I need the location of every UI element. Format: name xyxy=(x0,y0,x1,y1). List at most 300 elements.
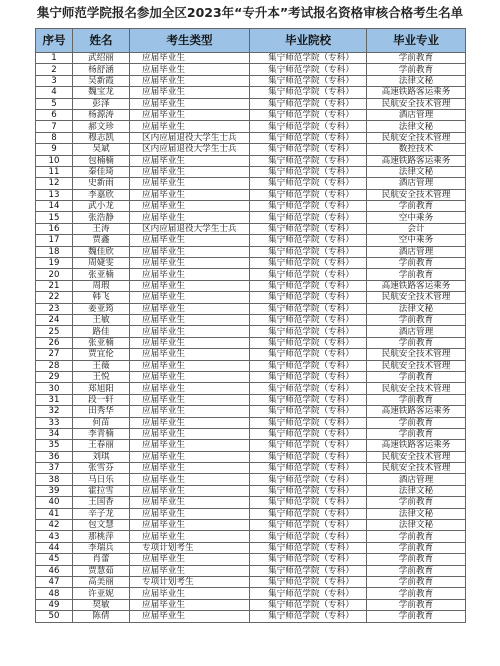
cell-name: 周瑕 xyxy=(73,280,130,291)
cell-number: 15 xyxy=(36,212,73,223)
table-row xyxy=(36,349,466,360)
cell-name: 贾慧茹 xyxy=(73,565,130,576)
cell-major: 学前教育 xyxy=(367,201,466,212)
cell-number: 28 xyxy=(36,360,73,371)
cell-major: 高速铁路客运乘务 xyxy=(367,280,466,291)
table-row xyxy=(36,75,466,86)
cell-number: 9 xyxy=(36,144,73,155)
cell-major: 数控技术 xyxy=(367,144,466,155)
cell-school: 集宁师范学院（专科） xyxy=(250,98,367,109)
cell-school: 集宁师范学院（专科） xyxy=(250,451,367,462)
cell-major: 酒店管理 xyxy=(367,109,466,120)
cell-candidate-type: 区内应届退役大学生士兵 xyxy=(130,223,250,234)
cell-candidate-type: 应届毕业生 xyxy=(130,121,250,132)
table-row xyxy=(36,371,466,382)
cell-school: 集宁师范学院（专科） xyxy=(250,223,367,234)
cell-candidate-type: 应届毕业生 xyxy=(130,109,250,120)
cell-school: 集宁师范学院（专科） xyxy=(250,178,367,189)
cell-major: 学前教育 xyxy=(367,542,466,553)
document-title: 集宁师范学院报名参加全区2023年“专升本”考试报名资格审核合格考生名单 xyxy=(36,5,464,20)
cell-candidate-type: 应届毕业生 xyxy=(130,394,250,405)
cell-school: 集宁师范学院（专科） xyxy=(250,417,367,428)
cell-major: 民航安全技术管理 xyxy=(367,451,466,462)
cell-name: 王悦 xyxy=(73,371,130,382)
cell-candidate-type: 应届毕业生 xyxy=(130,155,250,166)
cell-number: 22 xyxy=(36,292,73,303)
cell-major: 法律文秘 xyxy=(367,303,466,314)
cell-name: 魏宝龙 xyxy=(73,87,130,98)
cell-major: 法律文秘 xyxy=(367,520,466,531)
cell-major: 民航安全技术管理 xyxy=(367,463,466,474)
cell-school: 集宁师范学院（专科） xyxy=(250,463,367,474)
table-row xyxy=(36,508,466,519)
table-row xyxy=(36,360,466,371)
cell-number: 27 xyxy=(36,349,73,360)
cell-number: 38 xyxy=(36,474,73,485)
cell-name: 武小龙 xyxy=(73,201,130,212)
cell-school: 集宁师范学院（专科） xyxy=(250,144,367,155)
table-row xyxy=(36,155,466,166)
cell-number: 44 xyxy=(36,542,73,553)
cell-school: 集宁师范学院（专科） xyxy=(250,235,367,246)
cell-number: 3 xyxy=(36,75,73,86)
cell-number: 7 xyxy=(36,121,73,132)
cell-major: 学前教育 xyxy=(367,53,466,64)
cell-number: 17 xyxy=(36,235,73,246)
cell-name: 秦佳琦 xyxy=(73,166,130,177)
cell-major: 民航安全技术管理 xyxy=(367,360,466,371)
cell-name: 姜亚筠 xyxy=(73,303,130,314)
cell-candidate-type: 应届毕业生 xyxy=(130,87,250,98)
cell-major: 民航安全技术管理 xyxy=(367,189,466,200)
cell-school: 集宁师范学院（专科） xyxy=(250,440,367,451)
cell-candidate-type: 应届毕业生 xyxy=(130,75,250,86)
cell-major: 法律文秘 xyxy=(367,508,466,519)
cell-school: 集宁师范学院（专科） xyxy=(250,337,367,348)
cell-number: 47 xyxy=(36,576,73,587)
cell-candidate-type: 应届毕业生 xyxy=(130,406,250,417)
cell-major: 民航安全技术管理 xyxy=(367,98,466,109)
cell-major: 法律文秘 xyxy=(367,121,466,132)
cell-candidate-type: 应届毕业生 xyxy=(130,303,250,314)
cell-candidate-type: 应届毕业生 xyxy=(130,201,250,212)
cell-candidate-type: 应届毕业生 xyxy=(130,53,250,64)
cell-major: 学前教育 xyxy=(367,258,466,269)
cell-major: 高速铁路客运乘务 xyxy=(367,87,466,98)
cell-school: 集宁师范学院（专科） xyxy=(250,349,367,360)
cell-school: 集宁师范学院（专科） xyxy=(250,64,367,75)
table-row xyxy=(36,451,466,462)
table-row xyxy=(36,258,466,269)
header-school: 毕业院校 xyxy=(250,29,367,53)
table-row xyxy=(36,235,466,246)
cell-number: 1 xyxy=(36,53,73,64)
cell-number: 26 xyxy=(36,337,73,348)
cell-number: 46 xyxy=(36,565,73,576)
cell-number: 42 xyxy=(36,520,73,531)
table-row xyxy=(36,292,466,303)
cell-school: 集宁师范学院（专科） xyxy=(250,109,367,120)
cell-candidate-type: 应届毕业生 xyxy=(130,314,250,325)
table-row xyxy=(36,144,466,155)
table-row xyxy=(36,326,466,337)
table-row xyxy=(36,463,466,474)
cell-number: 31 xyxy=(36,394,73,405)
cell-school: 集宁师范学院（专科） xyxy=(250,611,367,622)
cell-name: 契敏 xyxy=(73,599,130,610)
cell-major: 民航安全技术管理 xyxy=(367,349,466,360)
cell-name: 韩飞 xyxy=(73,292,130,303)
cell-candidate-type: 应届毕业生 xyxy=(130,508,250,519)
cell-number: 24 xyxy=(36,314,73,325)
cell-major: 学前教育 xyxy=(367,599,466,610)
cell-school: 集宁师范学院（专科） xyxy=(250,508,367,519)
cell-candidate-type: 应届毕业生 xyxy=(130,292,250,303)
cell-major: 法律文秘 xyxy=(367,75,466,86)
cell-number: 37 xyxy=(36,463,73,474)
cell-candidate-type: 应届毕业生 xyxy=(130,189,250,200)
cell-candidate-type: 应届毕业生 xyxy=(130,588,250,599)
cell-candidate-type: 区内应届退役大学生士兵 xyxy=(130,132,250,143)
cell-number: 35 xyxy=(36,440,73,451)
table-row xyxy=(36,269,466,280)
cell-number: 13 xyxy=(36,189,73,200)
cell-name: 穆志凯 xyxy=(73,132,130,143)
cell-number: 4 xyxy=(36,87,73,98)
table-row xyxy=(36,599,466,610)
cell-school: 集宁师范学院（专科） xyxy=(250,314,367,325)
cell-major: 高速铁路客运乘务 xyxy=(367,440,466,451)
cell-name: 周婕雯 xyxy=(73,258,130,269)
cell-school: 集宁师范学院（专科） xyxy=(250,212,367,223)
cell-name: 王春丽 xyxy=(73,440,130,451)
cell-number: 40 xyxy=(36,497,73,508)
table-row xyxy=(36,565,466,576)
cell-number: 16 xyxy=(36,223,73,234)
cell-number: 19 xyxy=(36,258,73,269)
cell-school: 集宁师范学院（专科） xyxy=(250,155,367,166)
table-row xyxy=(36,87,466,98)
cell-school: 集宁师范学院（专科） xyxy=(250,246,367,257)
cell-school: 集宁师范学院（专科） xyxy=(250,87,367,98)
cell-candidate-type: 应届毕业生 xyxy=(130,269,250,280)
cell-major: 会计 xyxy=(367,223,466,234)
cell-number: 2 xyxy=(36,64,73,75)
cell-candidate-type: 应届毕业生 xyxy=(130,212,250,223)
cell-major: 学前教育 xyxy=(367,565,466,576)
cell-candidate-type: 应届毕业生 xyxy=(130,599,250,610)
cell-number: 49 xyxy=(36,599,73,610)
cell-name: 田秀华 xyxy=(73,406,130,417)
cell-name: 贾鑫 xyxy=(73,235,130,246)
cell-candidate-type: 应届毕业生 xyxy=(130,565,250,576)
candidate-table xyxy=(35,28,466,623)
header-name: 姓名 xyxy=(73,29,130,53)
cell-candidate-type: 应届毕业生 xyxy=(130,178,250,189)
cell-candidate-type: 应届毕业生 xyxy=(130,258,250,269)
cell-major: 学前教育 xyxy=(367,64,466,75)
cell-name: 杨舒涵 xyxy=(73,64,130,75)
cell-candidate-type: 应届毕业生 xyxy=(130,280,250,291)
cell-school: 集宁师范学院（专科） xyxy=(250,326,367,337)
table-row xyxy=(36,417,466,428)
cell-name: 王涛 xyxy=(73,223,130,234)
cell-number: 8 xyxy=(36,132,73,143)
cell-name: 李嘉欣 xyxy=(73,189,130,200)
cell-school: 集宁师范学院（专科） xyxy=(250,280,367,291)
cell-name: 吴新霞 xyxy=(73,75,130,86)
cell-number: 29 xyxy=(36,371,73,382)
cell-candidate-type: 应届毕业生 xyxy=(130,485,250,496)
cell-school: 集宁师范学院（专科） xyxy=(250,269,367,280)
table-header-row xyxy=(36,29,466,53)
cell-major: 学前教育 xyxy=(367,314,466,325)
cell-school: 集宁师范学院（专科） xyxy=(250,201,367,212)
cell-name: 刘琪 xyxy=(73,451,130,462)
cell-school: 集宁师范学院（专科） xyxy=(250,394,367,405)
table-row xyxy=(36,64,466,75)
cell-name: 马日乐 xyxy=(73,474,130,485)
cell-school: 集宁师范学院（专科） xyxy=(250,588,367,599)
cell-number: 10 xyxy=(36,155,73,166)
cell-name: 张亚楠 xyxy=(73,337,130,348)
cell-number: 12 xyxy=(36,178,73,189)
table-row xyxy=(36,542,466,553)
cell-candidate-type: 应届毕业生 xyxy=(130,611,250,622)
cell-name: 张雪芬 xyxy=(73,463,130,474)
cell-candidate-type: 应届毕业生 xyxy=(130,235,250,246)
table-row xyxy=(36,406,466,417)
cell-candidate-type: 应届毕业生 xyxy=(130,520,250,531)
cell-major: 空中乘务 xyxy=(367,235,466,246)
cell-name: 许亚妮 xyxy=(73,588,130,599)
cell-candidate-type: 应届毕业生 xyxy=(130,440,250,451)
cell-number: 34 xyxy=(36,428,73,439)
cell-name: 武绍丽 xyxy=(73,53,130,64)
cell-school: 集宁师范学院（专科） xyxy=(250,121,367,132)
cell-name: 李青楠 xyxy=(73,428,130,439)
cell-school: 集宁师范学院（专科） xyxy=(250,166,367,177)
table-row xyxy=(36,611,466,622)
cell-name: 王敏 xyxy=(73,314,130,325)
table-row xyxy=(36,109,466,120)
cell-school: 集宁师范学院（专科） xyxy=(250,258,367,269)
cell-school: 集宁师范学院（专科） xyxy=(250,542,367,553)
cell-number: 18 xyxy=(36,246,73,257)
cell-candidate-type: 应届毕业生 xyxy=(130,531,250,542)
table-row xyxy=(36,383,466,394)
cell-candidate-type: 应届毕业生 xyxy=(130,326,250,337)
cell-number: 6 xyxy=(36,109,73,120)
table-row xyxy=(36,53,466,64)
table-row xyxy=(36,474,466,485)
cell-number: 43 xyxy=(36,531,73,542)
cell-major: 民航安全技术管理 xyxy=(367,132,466,143)
table-row xyxy=(36,588,466,599)
cell-major: 空中乘务 xyxy=(367,212,466,223)
cell-school: 集宁师范学院（专科） xyxy=(250,428,367,439)
cell-name: 高美丽 xyxy=(73,576,130,587)
cell-major: 酒店管理 xyxy=(367,474,466,485)
cell-name: 王国香 xyxy=(73,497,130,508)
cell-candidate-type: 专项计划考生 xyxy=(130,576,250,587)
cell-major: 法律文秘 xyxy=(367,166,466,177)
table-row xyxy=(36,223,466,234)
cell-candidate-type: 专项计划考生 xyxy=(130,542,250,553)
cell-candidate-type: 应届毕业生 xyxy=(130,360,250,371)
cell-major: 学前教育 xyxy=(367,417,466,428)
cell-number: 21 xyxy=(36,280,73,291)
cell-school: 集宁师范学院（专科） xyxy=(250,576,367,587)
table-row xyxy=(36,178,466,189)
cell-candidate-type: 应届毕业生 xyxy=(130,474,250,485)
cell-name: 何苗 xyxy=(73,417,130,428)
cell-name: 王薇 xyxy=(73,360,130,371)
table-row xyxy=(36,440,466,451)
cell-name: 包楠楠 xyxy=(73,155,130,166)
cell-candidate-type: 应届毕业生 xyxy=(130,166,250,177)
cell-major: 学前教育 xyxy=(367,554,466,565)
cell-major: 学前教育 xyxy=(367,337,466,348)
header-major: 毕业专业 xyxy=(367,29,466,53)
cell-school: 集宁师范学院（专科） xyxy=(250,53,367,64)
table-row xyxy=(36,246,466,257)
cell-major: 学前教育 xyxy=(367,611,466,622)
cell-name: 段一轩 xyxy=(73,394,130,405)
cell-school: 集宁师范学院（专科） xyxy=(250,520,367,531)
cell-major: 学前教育 xyxy=(367,588,466,599)
cell-name: 路佳 xyxy=(73,326,130,337)
cell-name: 辛子龙 xyxy=(73,508,130,519)
cell-candidate-type: 应届毕业生 xyxy=(130,349,250,360)
cell-school: 集宁师范学院（专科） xyxy=(250,292,367,303)
cell-number: 45 xyxy=(36,554,73,565)
cell-number: 5 xyxy=(36,98,73,109)
cell-name: 李瑞兵 xyxy=(73,542,130,553)
cell-number: 32 xyxy=(36,406,73,417)
cell-number: 30 xyxy=(36,383,73,394)
table-row xyxy=(36,497,466,508)
cell-school: 集宁师范学院（专科） xyxy=(250,75,367,86)
table-row xyxy=(36,303,466,314)
cell-candidate-type: 应届毕业生 xyxy=(130,246,250,257)
cell-name: 肖蕾 xyxy=(73,554,130,565)
cell-school: 集宁师范学院（专科） xyxy=(250,554,367,565)
cell-school: 集宁师范学院（专科） xyxy=(250,497,367,508)
header-number: 序号 xyxy=(36,29,73,53)
cell-school: 集宁师范学院（专科） xyxy=(250,360,367,371)
cell-candidate-type: 应届毕业生 xyxy=(130,383,250,394)
cell-major: 酒店管理 xyxy=(367,326,466,337)
cell-candidate-type: 应届毕业生 xyxy=(130,98,250,109)
cell-candidate-type: 应届毕业生 xyxy=(130,371,250,382)
table-row xyxy=(36,121,466,132)
cell-name: 彭泽 xyxy=(73,98,130,109)
cell-school: 集宁师范学院（专科） xyxy=(250,406,367,417)
cell-name: 那桃萍 xyxy=(73,531,130,542)
cell-major: 学前教育 xyxy=(367,576,466,587)
cell-major: 酒店管理 xyxy=(367,178,466,189)
cell-major: 学前教育 xyxy=(367,497,466,508)
cell-candidate-type: 应届毕业生 xyxy=(130,337,250,348)
cell-school: 集宁师范学院（专科） xyxy=(250,383,367,394)
table-row xyxy=(36,337,466,348)
cell-number: 50 xyxy=(36,611,73,622)
cell-school: 集宁师范学院（专科） xyxy=(250,565,367,576)
cell-school: 集宁师范学院（专科） xyxy=(250,132,367,143)
cell-major: 法律文秘 xyxy=(367,485,466,496)
cell-candidate-type: 应届毕业生 xyxy=(130,554,250,565)
table-row xyxy=(36,428,466,439)
table-body xyxy=(36,53,466,623)
cell-major: 学前教育 xyxy=(367,269,466,280)
cell-candidate-type: 应届毕业生 xyxy=(130,463,250,474)
cell-number: 48 xyxy=(36,588,73,599)
table-row xyxy=(36,394,466,405)
cell-number: 33 xyxy=(36,417,73,428)
cell-number: 39 xyxy=(36,485,73,496)
cell-candidate-type: 应届毕业生 xyxy=(130,497,250,508)
cell-number: 25 xyxy=(36,326,73,337)
cell-candidate-type: 应届毕业生 xyxy=(130,451,250,462)
cell-number: 20 xyxy=(36,269,73,280)
cell-school: 集宁师范学院（专科） xyxy=(250,474,367,485)
table-row xyxy=(36,576,466,587)
cell-school: 集宁师范学院（专科） xyxy=(250,599,367,610)
table-row xyxy=(36,166,466,177)
cell-school: 集宁师范学院（专科） xyxy=(250,303,367,314)
cell-number: 23 xyxy=(36,303,73,314)
cell-major: 学前教育 xyxy=(367,394,466,405)
table-row xyxy=(36,520,466,531)
table-row xyxy=(36,485,466,496)
cell-major: 高速铁路客运乘务 xyxy=(367,406,466,417)
table-row xyxy=(36,201,466,212)
cell-name: 陈倩 xyxy=(73,611,130,622)
cell-school: 集宁师范学院（专科） xyxy=(250,485,367,496)
cell-number: 36 xyxy=(36,451,73,462)
table-row xyxy=(36,132,466,143)
table-row xyxy=(36,554,466,565)
cell-school: 集宁师范学院（专科） xyxy=(250,531,367,542)
cell-name: 贾宜伦 xyxy=(73,349,130,360)
cell-major: 学前教育 xyxy=(367,371,466,382)
cell-major: 民航安全技术管理 xyxy=(367,292,466,303)
cell-school: 集宁师范学院（专科） xyxy=(250,371,367,382)
cell-name: 张亚楠 xyxy=(73,269,130,280)
cell-name: 郝文珍 xyxy=(73,121,130,132)
table-row xyxy=(36,531,466,542)
cell-candidate-type: 应届毕业生 xyxy=(130,428,250,439)
table-row xyxy=(36,98,466,109)
cell-name: 郑旭阳 xyxy=(73,383,130,394)
cell-candidate-type: 应届毕业生 xyxy=(130,417,250,428)
table-row xyxy=(36,314,466,325)
cell-major: 学前教育 xyxy=(367,428,466,439)
cell-name: 霍拉雪 xyxy=(73,485,130,496)
cell-candidate-type: 区内应届退役大学生士兵 xyxy=(130,144,250,155)
cell-number: 11 xyxy=(36,166,73,177)
cell-major: 学前教育 xyxy=(367,531,466,542)
cell-name: 吴斌 xyxy=(73,144,130,155)
cell-name: 张浩静 xyxy=(73,212,130,223)
table-row xyxy=(36,212,466,223)
cell-major: 酒店管理 xyxy=(367,246,466,257)
table-row xyxy=(36,189,466,200)
cell-major: 高速铁路客运乘务 xyxy=(367,155,466,166)
cell-candidate-type: 应届毕业生 xyxy=(130,64,250,75)
cell-name: 史新雨 xyxy=(73,178,130,189)
